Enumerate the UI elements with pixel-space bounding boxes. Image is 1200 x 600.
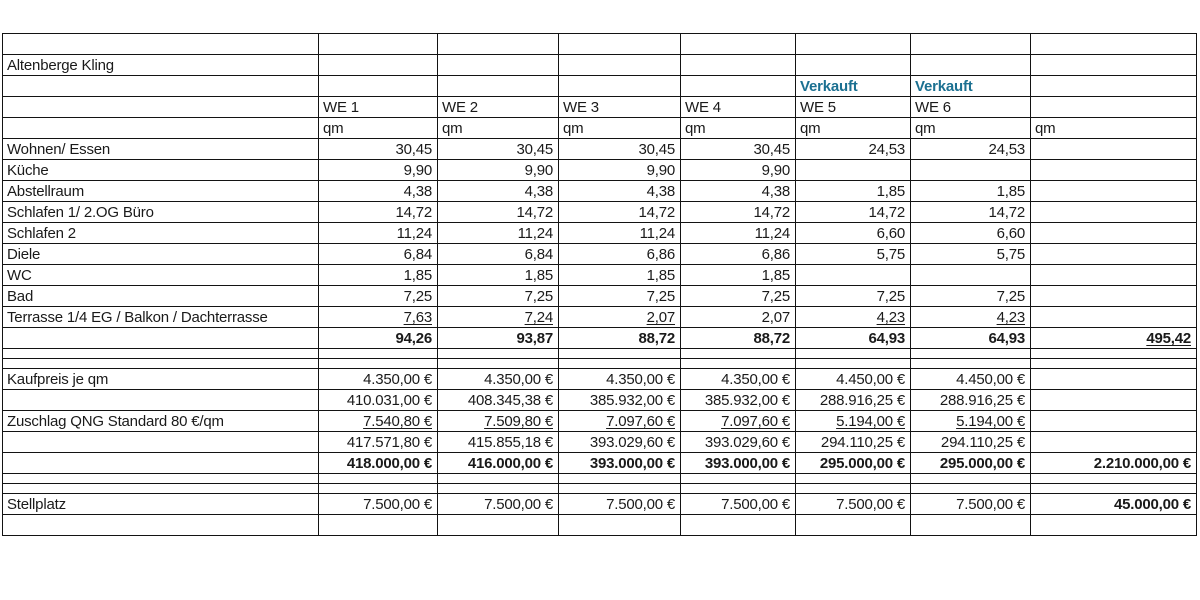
value-cell: 4.350,00 € bbox=[438, 369, 559, 390]
table-row bbox=[3, 359, 1197, 369]
value-cell: 9,90 bbox=[681, 160, 796, 181]
value-cell: 30,45 bbox=[438, 139, 559, 160]
value-cell: 14,72 bbox=[681, 202, 796, 223]
value-cell: 30,45 bbox=[559, 139, 681, 160]
value-cell: 14,72 bbox=[319, 202, 438, 223]
table-row bbox=[3, 307, 1197, 328]
row-label-cell bbox=[3, 34, 319, 55]
table-row bbox=[3, 76, 1197, 97]
value-cell bbox=[319, 34, 438, 55]
value-cell bbox=[319, 515, 438, 536]
value-cell bbox=[438, 474, 559, 484]
value-cell: 30,45 bbox=[681, 139, 796, 160]
table-row bbox=[3, 160, 1197, 181]
row-label-cell: Kaufpreis je qm bbox=[3, 369, 319, 390]
value-cell bbox=[319, 349, 438, 359]
row-label-cell bbox=[3, 349, 319, 359]
value-cell bbox=[1031, 76, 1197, 97]
value-cell bbox=[559, 474, 681, 484]
value-cell bbox=[796, 474, 911, 484]
value-cell: 11,24 bbox=[681, 223, 796, 244]
value-cell: 416.000,00 € bbox=[438, 453, 559, 474]
row-label-cell bbox=[3, 328, 319, 349]
value-cell: WE 3 bbox=[559, 97, 681, 118]
value-cell: 2,07 bbox=[559, 307, 681, 328]
table-row bbox=[3, 474, 1197, 484]
value-cell: Verkauft bbox=[911, 76, 1031, 97]
row-label-cell bbox=[3, 76, 319, 97]
value-cell: 7,25 bbox=[911, 286, 1031, 307]
value-cell: 2.210.000,00 € bbox=[1031, 453, 1197, 474]
value-cell: 7.097,60 € bbox=[559, 411, 681, 432]
value-cell bbox=[319, 55, 438, 76]
value-cell bbox=[911, 474, 1031, 484]
value-cell bbox=[1031, 97, 1197, 118]
table-row bbox=[3, 202, 1197, 223]
value-cell: 393.029,60 € bbox=[559, 432, 681, 453]
value-cell: 4,38 bbox=[438, 181, 559, 202]
value-cell bbox=[796, 265, 911, 286]
row-label-cell: Altenberge Kling bbox=[3, 55, 319, 76]
value-cell bbox=[1031, 139, 1197, 160]
value-cell bbox=[796, 515, 911, 536]
value-cell bbox=[796, 160, 911, 181]
value-cell bbox=[559, 515, 681, 536]
value-cell: 5.194,00 € bbox=[796, 411, 911, 432]
value-cell: 1,85 bbox=[681, 265, 796, 286]
row-label-cell bbox=[3, 432, 319, 453]
value-cell bbox=[911, 34, 1031, 55]
value-cell: 30,45 bbox=[319, 139, 438, 160]
value-cell bbox=[796, 484, 911, 494]
value-cell: 94,26 bbox=[319, 328, 438, 349]
value-cell bbox=[559, 76, 681, 97]
value-cell: qm bbox=[559, 118, 681, 139]
value-cell: 11,24 bbox=[438, 223, 559, 244]
value-cell bbox=[438, 515, 559, 536]
table-row bbox=[3, 265, 1197, 286]
row-label-cell: Küche bbox=[3, 160, 319, 181]
table-row bbox=[3, 432, 1197, 453]
value-cell: 7,25 bbox=[438, 286, 559, 307]
table-row bbox=[3, 244, 1197, 265]
row-label-cell: Schlafen 1/ 2.OG Büro bbox=[3, 202, 319, 223]
value-cell: qm bbox=[911, 118, 1031, 139]
value-cell: 5,75 bbox=[796, 244, 911, 265]
row-label-cell: Abstellraum bbox=[3, 181, 319, 202]
table-row bbox=[3, 390, 1197, 411]
value-cell: 7.500,00 € bbox=[796, 494, 911, 515]
value-cell bbox=[681, 484, 796, 494]
value-cell bbox=[681, 359, 796, 369]
value-cell: 7.500,00 € bbox=[681, 494, 796, 515]
value-cell: 7.500,00 € bbox=[438, 494, 559, 515]
value-cell: 64,93 bbox=[911, 328, 1031, 349]
value-cell: 4,38 bbox=[681, 181, 796, 202]
value-cell: 2,07 bbox=[681, 307, 796, 328]
value-cell: 9,90 bbox=[438, 160, 559, 181]
value-cell: 410.031,00 € bbox=[319, 390, 438, 411]
value-cell: 7.500,00 € bbox=[911, 494, 1031, 515]
value-cell bbox=[319, 484, 438, 494]
value-cell: 5.194,00 € bbox=[911, 411, 1031, 432]
row-label-cell bbox=[3, 515, 319, 536]
row-label-cell bbox=[3, 118, 319, 139]
value-cell bbox=[559, 55, 681, 76]
row-label-cell: Stellplatz bbox=[3, 494, 319, 515]
value-cell bbox=[796, 55, 911, 76]
value-cell: qm bbox=[438, 118, 559, 139]
value-cell: WE 5 bbox=[796, 97, 911, 118]
value-cell bbox=[796, 349, 911, 359]
value-cell bbox=[1031, 202, 1197, 223]
value-cell bbox=[1031, 474, 1197, 484]
value-cell: 9,90 bbox=[559, 160, 681, 181]
row-label-cell bbox=[3, 474, 319, 484]
value-cell bbox=[1031, 359, 1197, 369]
value-cell: Verkauft bbox=[796, 76, 911, 97]
value-cell bbox=[1031, 484, 1197, 494]
value-cell: 4.450,00 € bbox=[911, 369, 1031, 390]
value-cell bbox=[319, 474, 438, 484]
value-cell bbox=[559, 34, 681, 55]
value-cell: 7,25 bbox=[681, 286, 796, 307]
value-cell: qm bbox=[1031, 118, 1197, 139]
value-cell: 4,38 bbox=[319, 181, 438, 202]
value-cell: qm bbox=[796, 118, 911, 139]
value-cell bbox=[681, 349, 796, 359]
row-label-cell bbox=[3, 359, 319, 369]
value-cell: 6,60 bbox=[911, 223, 1031, 244]
value-cell bbox=[1031, 349, 1197, 359]
value-cell bbox=[681, 55, 796, 76]
value-cell bbox=[681, 34, 796, 55]
value-cell bbox=[438, 55, 559, 76]
value-cell: 385.932,00 € bbox=[559, 390, 681, 411]
value-cell: 6,86 bbox=[559, 244, 681, 265]
table-row bbox=[3, 494, 1197, 515]
value-cell: 1,85 bbox=[559, 265, 681, 286]
value-cell bbox=[438, 76, 559, 97]
property-price-table bbox=[2, 33, 1197, 536]
value-cell: 7.540,80 € bbox=[319, 411, 438, 432]
value-cell bbox=[911, 55, 1031, 76]
table-row bbox=[3, 453, 1197, 474]
value-cell bbox=[911, 515, 1031, 536]
value-cell: 24,53 bbox=[796, 139, 911, 160]
value-cell: WE 2 bbox=[438, 97, 559, 118]
value-cell: 9,90 bbox=[319, 160, 438, 181]
value-cell: 385.932,00 € bbox=[681, 390, 796, 411]
table-row bbox=[3, 118, 1197, 139]
value-cell: 14,72 bbox=[438, 202, 559, 223]
value-cell bbox=[911, 265, 1031, 286]
value-cell: 7,25 bbox=[319, 286, 438, 307]
value-cell: 4.450,00 € bbox=[796, 369, 911, 390]
value-cell bbox=[438, 34, 559, 55]
value-cell: 294.110,25 € bbox=[796, 432, 911, 453]
value-cell bbox=[911, 359, 1031, 369]
table-row bbox=[3, 34, 1197, 55]
value-cell bbox=[559, 359, 681, 369]
value-cell: 64,93 bbox=[796, 328, 911, 349]
row-label-cell: WC bbox=[3, 265, 319, 286]
value-cell: 1,85 bbox=[911, 181, 1031, 202]
value-cell bbox=[1031, 286, 1197, 307]
value-cell bbox=[1031, 515, 1197, 536]
value-cell: qm bbox=[319, 118, 438, 139]
value-cell: 288.916,25 € bbox=[911, 390, 1031, 411]
value-cell bbox=[1031, 34, 1197, 55]
value-cell: 7,25 bbox=[796, 286, 911, 307]
value-cell bbox=[1031, 432, 1197, 453]
value-cell: qm bbox=[681, 118, 796, 139]
value-cell: 4.350,00 € bbox=[681, 369, 796, 390]
row-label-cell: Bad bbox=[3, 286, 319, 307]
value-cell: WE 4 bbox=[681, 97, 796, 118]
value-cell bbox=[911, 160, 1031, 181]
value-cell bbox=[1031, 411, 1197, 432]
value-cell bbox=[681, 515, 796, 536]
value-cell: 408.345,38 € bbox=[438, 390, 559, 411]
value-cell: 7.500,00 € bbox=[319, 494, 438, 515]
value-cell bbox=[1031, 181, 1197, 202]
value-cell bbox=[319, 359, 438, 369]
table-row bbox=[3, 484, 1197, 494]
value-cell bbox=[796, 34, 911, 55]
value-cell: 14,72 bbox=[559, 202, 681, 223]
value-cell: 11,24 bbox=[559, 223, 681, 244]
value-cell bbox=[438, 349, 559, 359]
value-cell: 1,85 bbox=[438, 265, 559, 286]
value-cell: 14,72 bbox=[796, 202, 911, 223]
table-row bbox=[3, 55, 1197, 76]
value-cell: 6,60 bbox=[796, 223, 911, 244]
value-cell: 6,86 bbox=[681, 244, 796, 265]
row-label-cell bbox=[3, 453, 319, 474]
value-cell bbox=[911, 349, 1031, 359]
value-cell: 393.029,60 € bbox=[681, 432, 796, 453]
value-cell: 4,23 bbox=[911, 307, 1031, 328]
row-label-cell: Terrasse 1/4 EG / Balkon / Dachterrasse bbox=[3, 307, 319, 328]
value-cell bbox=[1031, 265, 1197, 286]
value-cell bbox=[1031, 223, 1197, 244]
value-cell: 88,72 bbox=[559, 328, 681, 349]
value-cell: WE 1 bbox=[319, 97, 438, 118]
table-row bbox=[3, 181, 1197, 202]
value-cell bbox=[681, 76, 796, 97]
value-cell: 1,85 bbox=[796, 181, 911, 202]
value-cell bbox=[1031, 55, 1197, 76]
row-label-cell: Wohnen/ Essen bbox=[3, 139, 319, 160]
table-row bbox=[3, 349, 1197, 359]
value-cell: 1,85 bbox=[319, 265, 438, 286]
value-cell bbox=[911, 484, 1031, 494]
value-cell: 7.097,60 € bbox=[681, 411, 796, 432]
value-cell: 6,84 bbox=[319, 244, 438, 265]
row-label-cell: Diele bbox=[3, 244, 319, 265]
value-cell: WE 6 bbox=[911, 97, 1031, 118]
value-cell: 11,24 bbox=[319, 223, 438, 244]
table-row bbox=[3, 97, 1197, 118]
value-cell: 7,63 bbox=[319, 307, 438, 328]
value-cell: 93,87 bbox=[438, 328, 559, 349]
value-cell: 4.350,00 € bbox=[319, 369, 438, 390]
value-cell: 418.000,00 € bbox=[319, 453, 438, 474]
value-cell: 393.000,00 € bbox=[559, 453, 681, 474]
row-label-cell: Zuschlag QNG Standard 80 €/qm bbox=[3, 411, 319, 432]
value-cell bbox=[1031, 160, 1197, 181]
value-cell: 417.571,80 € bbox=[319, 432, 438, 453]
value-cell bbox=[559, 484, 681, 494]
value-cell: 7,24 bbox=[438, 307, 559, 328]
value-cell bbox=[1031, 307, 1197, 328]
value-cell: 7.500,00 € bbox=[559, 494, 681, 515]
table-body bbox=[3, 34, 1197, 536]
row-label-cell bbox=[3, 97, 319, 118]
value-cell: 4,23 bbox=[796, 307, 911, 328]
row-label-cell: Schlafen 2 bbox=[3, 223, 319, 244]
value-cell bbox=[319, 76, 438, 97]
table-row bbox=[3, 369, 1197, 390]
table-row bbox=[3, 139, 1197, 160]
value-cell: 295.000,00 € bbox=[796, 453, 911, 474]
spreadsheet-document bbox=[2, 33, 1197, 536]
value-cell: 415.855,18 € bbox=[438, 432, 559, 453]
value-cell: 45.000,00 € bbox=[1031, 494, 1197, 515]
table-row bbox=[3, 328, 1197, 349]
table-row bbox=[3, 411, 1197, 432]
value-cell: 7.509,80 € bbox=[438, 411, 559, 432]
row-label-cell bbox=[3, 390, 319, 411]
value-cell: 6,84 bbox=[438, 244, 559, 265]
value-cell bbox=[438, 484, 559, 494]
value-cell: 393.000,00 € bbox=[681, 453, 796, 474]
value-cell: 5,75 bbox=[911, 244, 1031, 265]
value-cell: 88,72 bbox=[681, 328, 796, 349]
value-cell: 495,42 bbox=[1031, 328, 1197, 349]
table-row bbox=[3, 515, 1197, 536]
value-cell bbox=[796, 359, 911, 369]
value-cell: 295.000,00 € bbox=[911, 453, 1031, 474]
value-cell: 4,38 bbox=[559, 181, 681, 202]
value-cell: 4.350,00 € bbox=[559, 369, 681, 390]
value-cell bbox=[1031, 369, 1197, 390]
value-cell bbox=[1031, 244, 1197, 265]
value-cell: 24,53 bbox=[911, 139, 1031, 160]
value-cell: 14,72 bbox=[911, 202, 1031, 223]
table-row bbox=[3, 223, 1197, 244]
value-cell bbox=[438, 359, 559, 369]
value-cell: 7,25 bbox=[559, 286, 681, 307]
table-row bbox=[3, 286, 1197, 307]
value-cell: 288.916,25 € bbox=[796, 390, 911, 411]
row-label-cell bbox=[3, 484, 319, 494]
value-cell bbox=[559, 349, 681, 359]
value-cell bbox=[1031, 390, 1197, 411]
value-cell: 294.110,25 € bbox=[911, 432, 1031, 453]
value-cell bbox=[681, 474, 796, 484]
